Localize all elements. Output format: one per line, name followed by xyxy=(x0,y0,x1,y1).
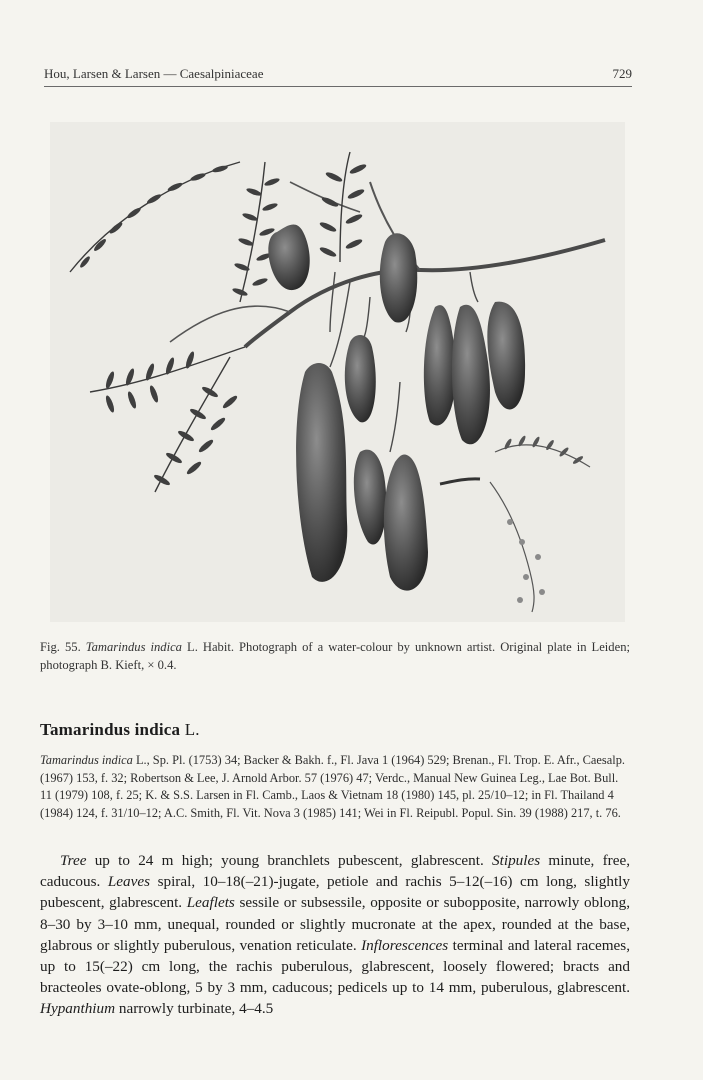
species-description xyxy=(40,850,630,1020)
term-inflorescences: Inflorescences xyxy=(361,936,449,954)
pod xyxy=(296,363,347,582)
pod xyxy=(268,224,309,290)
term-tree: Tree xyxy=(60,852,87,869)
tamarind-illustration xyxy=(50,122,625,622)
tamarind-pods xyxy=(268,224,525,590)
figure-caption xyxy=(40,638,630,674)
term-stipules: Stipules xyxy=(492,852,541,869)
running-header xyxy=(44,64,632,87)
citation-lead: Tamarindus indica xyxy=(40,753,133,767)
flowering-sprig xyxy=(440,435,590,612)
desc-text: spiral, 10–18(–21)-jugate, petiole and rachis 5–12(–16) cm long, slightly pubescent, glabrescent. xyxy=(40,873,630,912)
figure-taxon: Tamarindus indica xyxy=(85,640,182,654)
desc-text: minute, free, caducous. xyxy=(40,852,630,891)
running-title: Hou, Larsen & Larsen — Caesalpiniaceae xyxy=(44,66,264,81)
pod xyxy=(452,305,490,444)
pod xyxy=(424,305,456,425)
pod xyxy=(487,302,525,410)
pod xyxy=(354,450,386,545)
term-hypanthium: Hypanthium xyxy=(40,1000,116,1018)
desc-text: up to 24 m high; young branchlets pubescent, glabrescent. xyxy=(86,852,493,869)
leaf-frond xyxy=(70,162,240,272)
species-name: Tamarindus indica xyxy=(40,720,181,739)
term-leaflets: Leaflets xyxy=(186,894,235,912)
pod xyxy=(380,233,417,322)
species-author: L. xyxy=(184,720,200,739)
figure-caption-text: L. Habit. Photograph of a water-colour by unknown artist. Original plate in Leiden; photograph B. Kieft, × 0.4. xyxy=(40,640,630,672)
botanical-plate xyxy=(50,122,625,622)
leaf-frond xyxy=(232,162,281,302)
page-number: 729 xyxy=(612,66,632,81)
desc-text: terminal and lateral racemes, up to 15(–22) cm long, the rachis puberulous, glabrescent, loosely flowered; bracts and bracteoles ovate-oblong, 5 by 3 mm, caducous; pedicels up to 14 mm, puberulous, glabrescent. xyxy=(40,936,631,997)
citation-text: L., Sp. Pl. (1753) 34; Backer & Bakh. f., Fl. Java 1 (1964) 529; Brenan., Fl. Trop. E. Afr., Caesalp. (1967) 153, f. 32; Robertson & Lee, J. Arnold Arbor. 57 (1976) 47; Verdc., Manual New Guinea Leg., Lae Bot. Bull. 11 (1979) 108, f. 25; K. & S.S. Larsen in Fl. Camb., Laos & Vietnam 18 (1980) 145, pl. 25/10–12; in Fl. Thailand 4 (1984) 124, f. 31/10–12; A.C. Smith, Fl. Vit. Nova 3 (1985) 141; Wei in Fl. Reipubl. Popul. Sin. 39 (1988) 217, t. 76. xyxy=(40,753,625,820)
desc-text: narrowly turbinate, 4–4.5 xyxy=(115,1000,274,1018)
pod xyxy=(345,335,376,422)
leaf-frond xyxy=(90,347,245,492)
figure-label: Fig. 55. xyxy=(40,640,81,654)
pod xyxy=(384,455,428,591)
synonymy-citation xyxy=(40,752,630,822)
leaf-frond xyxy=(319,152,368,262)
term-leaves: Leaves xyxy=(107,873,151,891)
species-heading xyxy=(40,720,200,740)
desc-text: sessile or subsessile, opposite or subopposite, narrowly oblong, 8–30 by 3–10 mm, unequal, rounded or slightly mucronate at the apex, rounded at the base, glabrous or slightly puberulous, venation reticulate. xyxy=(40,894,630,954)
